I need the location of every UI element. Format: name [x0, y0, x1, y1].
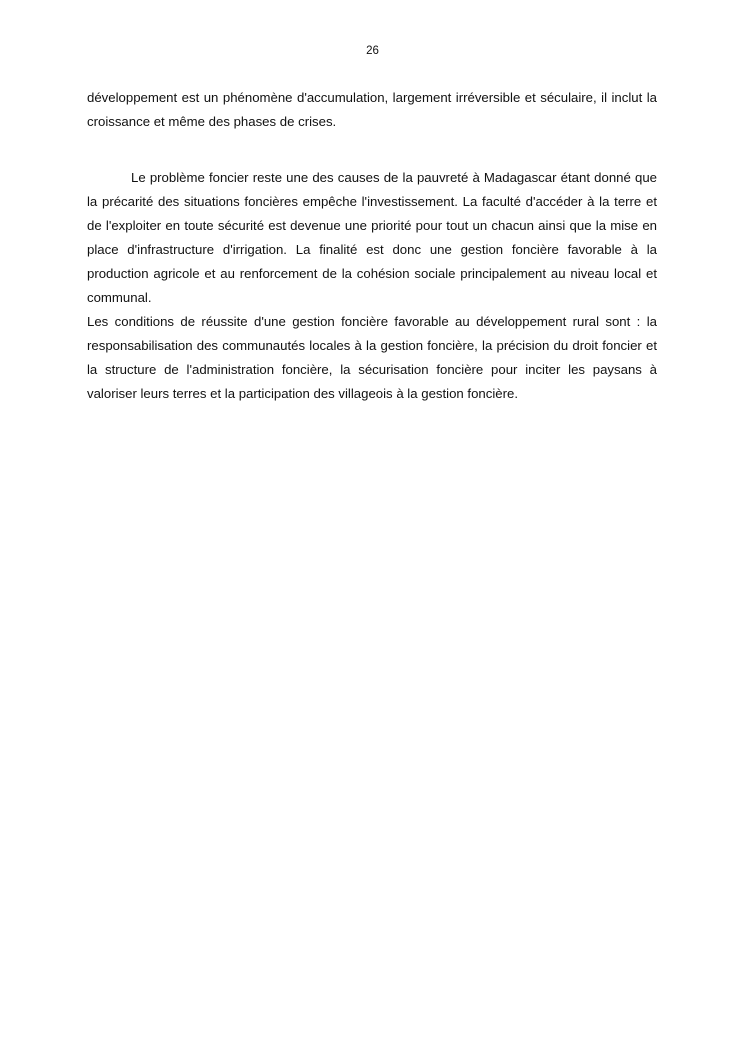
paragraph-success-conditions: Les conditions de réussite d'une gestion foncière favorable au développement rural sont : la responsabilisation des communautés locales à la gestion foncière, la précision du droit foncier et la structure de l'administration foncière, la sécurisation foncière pour inciter les paysans à valoriser leurs terres et la participation des villageois à la gestion foncière.: [87, 314, 657, 401]
paragraph-continuation: développement est un phénomène d'accumulation, largement irréversible et séculaire, il inclut la croissance et même des phases de crises.: [87, 90, 657, 129]
page-number: 26: [366, 45, 379, 57]
paragraph-land-problem: Le problème foncier reste une des causes de la pauvreté à Madagascar étant donné que la précarité des situations foncières empêche l'investissement. La faculté d'accéder à la terre et de l'exploiter en toute sécurité est devenue une priorité pour tout un chacun ainsi que la mise en place d'infrastructure d'irrigation. La finalité est donc une gestion foncière favorable à la production agricole et au renforcement de la cohésion sociale principalement au niveau local et communal.: [87, 170, 657, 305]
